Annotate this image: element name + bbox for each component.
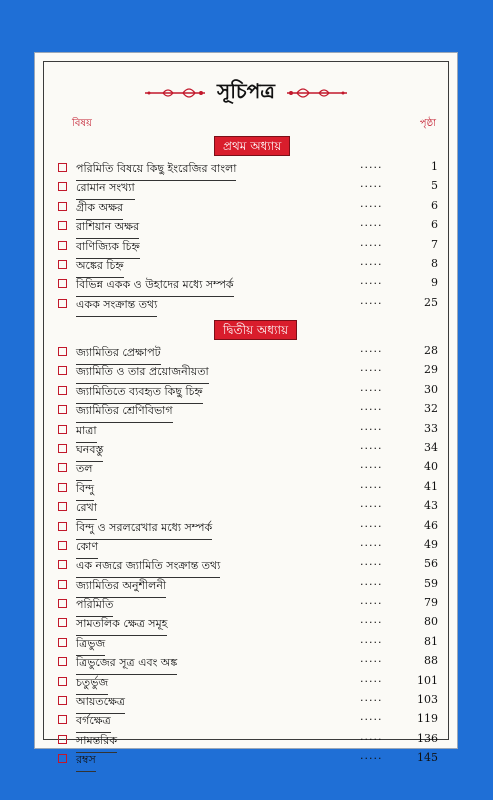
checkbox-icon [58, 405, 67, 414]
leader-dots: ..... [360, 274, 383, 288]
toc-row[interactable] [44, 400, 448, 419]
toc-entry-label: জ্যামিতির শ্রেণিবিভাগ [76, 402, 173, 423]
checkbox-icon [58, 444, 67, 453]
toc-entry-label: ত্রিভুজ [76, 635, 105, 656]
toc-row[interactable] [44, 361, 448, 380]
toc-entry-label: বিন্দু [76, 480, 94, 501]
checkbox-icon [58, 580, 67, 589]
toc-entry-label: জ্যামিতিতে ব্যবহৃত কিছু চিহ্ন [76, 383, 203, 404]
chapter-1-list [44, 158, 448, 313]
toc-page-number: 46 [424, 518, 438, 532]
checkbox-icon [58, 241, 67, 250]
toc-entry-label: পরিমিতি বিষয়ে কিছু ইংরেজির বাংলা [76, 160, 236, 181]
checkbox-icon [58, 182, 67, 191]
checkbox-icon [58, 347, 67, 356]
toc-row[interactable] [44, 594, 448, 613]
toc-page-number: 119 [417, 712, 438, 726]
toc-entry-label: বাণিজ্যিক চিহ্ন [76, 238, 140, 259]
toc-entry-label: পরিমিতি [76, 596, 113, 617]
toc-entry-label: মাত্রা [76, 422, 97, 443]
toc-entry-label: জ্যামিতির অনুশীলনী [76, 577, 166, 598]
checkbox-icon [58, 715, 67, 724]
toc-row[interactable] [44, 294, 448, 313]
checkbox-icon [58, 522, 67, 531]
toc-entry-label: রোমান সংখ্যা [76, 179, 135, 200]
checkbox-icon [58, 677, 67, 686]
toc-page-number: 30 [424, 382, 438, 396]
toc-page-number: 6 [431, 218, 438, 232]
toc-row[interactable] [44, 575, 448, 594]
chapter-2-heading: দ্বিতীয় অধ্যায় [214, 320, 297, 340]
checkbox-icon [58, 599, 67, 608]
toc-page-number: 49 [424, 537, 438, 551]
leader-dots: ..... [360, 671, 383, 685]
toc-page-number: 88 [424, 654, 438, 668]
toc-entry-label: গ্রীক অক্ষর [76, 199, 123, 220]
right-flourish-icon [285, 83, 349, 103]
leader-dots: ..... [360, 516, 383, 530]
toc-page-number: 101 [417, 673, 438, 687]
checkbox-icon [58, 696, 67, 705]
leader-dots: ..... [360, 458, 383, 472]
toc-row[interactable] [44, 236, 448, 255]
checkbox-icon [58, 202, 67, 211]
toc-row[interactable] [44, 633, 448, 652]
toc-page-number: 136 [417, 731, 438, 745]
toc-row[interactable] [44, 342, 448, 361]
checkbox-icon [58, 366, 67, 375]
leader-dots: ..... [360, 749, 383, 763]
toc-row[interactable] [44, 536, 448, 555]
leader-dots: ..... [360, 729, 383, 743]
toc-entry-label: রাশিয়ান অক্ষর [76, 218, 139, 239]
leader-dots: ..... [360, 477, 383, 491]
checkbox-icon [58, 657, 67, 666]
toc-page-number: 7 [431, 237, 438, 251]
leader-dots: ..... [360, 216, 383, 230]
leader-dots: ..... [360, 497, 383, 511]
leader-dots: ..... [360, 342, 383, 355]
leader-dots: ..... [360, 235, 383, 249]
page-border [43, 61, 449, 767]
toc-page-number: 34 [424, 440, 438, 454]
toc-row[interactable] [44, 497, 448, 516]
toc-entry-label: বিভিন্ন একক ও উহাদের মধ্যে সম্পর্ক [76, 276, 234, 297]
toc-row[interactable] [44, 420, 448, 439]
toc-page-number: 80 [424, 615, 438, 629]
toc-row[interactable] [44, 691, 448, 710]
checkbox-icon [58, 221, 67, 230]
toc-row[interactable] [44, 517, 448, 536]
leader-dots: ..... [360, 438, 383, 452]
toc-page-number: 40 [424, 460, 438, 474]
toc-entry-label: এক নজরে জ্যামিতি সংক্রান্ত তথ্য [76, 557, 220, 578]
toc-page-number: 5 [431, 179, 438, 193]
toc-entry-label: আয়তক্ষেত্র [76, 693, 125, 714]
leader-dots: ..... [360, 196, 383, 210]
toc-page-number: 59 [424, 576, 438, 590]
toc-row[interactable] [44, 274, 448, 293]
leader-dots: ..... [360, 594, 383, 608]
leader-dots: ..... [360, 400, 383, 414]
toc-row[interactable] [44, 730, 448, 749]
toc-page-number: 43 [424, 499, 438, 513]
toc-row[interactable] [44, 439, 448, 458]
chapter-2-list [44, 342, 448, 769]
checkbox-icon [58, 735, 67, 744]
toc-entry-label: কোণ [76, 538, 98, 559]
title-row [44, 78, 448, 108]
toc-row[interactable] [44, 672, 448, 691]
checkbox-icon [58, 163, 67, 172]
toc-row[interactable] [44, 555, 448, 574]
checkbox-icon [58, 618, 67, 627]
toc-row[interactable] [44, 652, 448, 671]
toc-page-number: 1 [431, 160, 438, 173]
leader-dots: ..... [360, 691, 383, 705]
toc-entry-label: বিন্দু ও সরলরেখার মধ্যে সম্পর্ক [76, 519, 212, 540]
column-page: পৃষ্ঠা [419, 118, 436, 129]
checkbox-icon [58, 638, 67, 647]
leader-dots: ..... [360, 710, 383, 724]
checkbox-icon [58, 299, 67, 308]
toc-page-number: 25 [424, 295, 438, 309]
leader-dots: ..... [360, 293, 383, 307]
toc-entry-label: একক সংক্রান্ত তথ্য [76, 296, 157, 317]
toc-entry-label: জ্যামিতি ও তার প্রয়োজনীয়তা [76, 363, 209, 384]
toc-entry-label: রম্বস [76, 751, 96, 772]
left-flourish-icon [143, 83, 207, 103]
toc-page-number: 33 [424, 421, 438, 435]
chapter-1-heading: প্রথম অধ্যায় [214, 136, 290, 156]
leader-dots: ..... [360, 380, 383, 394]
toc-entry-label: সামতলিক ক্ষেত্র সমূহ [76, 615, 167, 636]
toc-entry-label: সামন্তরিক [76, 732, 117, 753]
checkbox-icon [58, 502, 67, 511]
leader-dots: ..... [360, 574, 383, 588]
toc-page-number: 6 [431, 198, 438, 212]
toc-page-number: 145 [417, 751, 438, 765]
toc-entry-label: তল [76, 460, 92, 481]
contents-page [34, 52, 458, 767]
toc-page-number: 32 [424, 402, 438, 416]
toc-row[interactable] [44, 478, 448, 497]
toc-page-number: 8 [431, 256, 438, 270]
toc-page-number: 56 [424, 557, 438, 571]
leader-dots: ..... [360, 613, 383, 627]
leader-dots: ..... [360, 177, 383, 191]
column-subject: বিষয় [72, 118, 92, 129]
toc-row[interactable] [44, 158, 448, 177]
checkbox-icon [58, 483, 67, 492]
toc-entry-label: বর্গক্ষেত্র [76, 712, 111, 733]
toc-page-number: 103 [417, 693, 438, 707]
toc-row[interactable] [44, 749, 448, 768]
toc-entry-label: জ্যামিতির প্রেক্ষাপট [76, 344, 161, 365]
toc-row[interactable] [44, 197, 448, 216]
leader-dots: ..... [360, 555, 383, 569]
leader-dots: ..... [360, 419, 383, 433]
toc-page-number: 41 [424, 479, 438, 493]
toc-page-number: 9 [431, 276, 438, 290]
leader-dots: ..... [360, 254, 383, 268]
toc-entry-label: চতুর্ভুজ [76, 674, 108, 695]
toc-entry-label: অঙ্কের চিহ্ন [76, 257, 124, 278]
toc-row[interactable] [44, 458, 448, 477]
checkbox-icon [58, 260, 67, 269]
toc-row[interactable] [44, 177, 448, 196]
toc-entry-label: রেখা [76, 499, 97, 520]
toc-page-number: 29 [424, 363, 438, 377]
leader-dots: ..... [360, 361, 383, 375]
toc-page-number: 79 [424, 596, 438, 610]
checkbox-icon [58, 560, 67, 569]
leader-dots: ..... [360, 632, 383, 646]
checkbox-icon [58, 425, 67, 434]
toc-row[interactable] [44, 613, 448, 632]
toc-row[interactable] [44, 710, 448, 729]
toc-row[interactable] [44, 381, 448, 400]
checkbox-icon [58, 541, 67, 550]
toc-page-number: 81 [424, 634, 438, 648]
toc-page-number: 28 [424, 344, 438, 357]
checkbox-icon [58, 463, 67, 472]
checkbox-icon [58, 279, 67, 288]
page-title: সূচিপত্র [217, 78, 275, 103]
leader-dots: ..... [360, 535, 383, 549]
checkbox-icon [58, 386, 67, 395]
toc-row[interactable] [44, 216, 448, 235]
toc-row[interactable] [44, 255, 448, 274]
leader-dots: ..... [360, 158, 383, 171]
leader-dots: ..... [360, 652, 383, 666]
toc-entry-label: ত্রিভুজের সূত্র এবং অঙ্ক [76, 654, 177, 675]
checkbox-icon [58, 754, 67, 763]
toc-entry-label: ঘনবস্তু [76, 441, 103, 462]
